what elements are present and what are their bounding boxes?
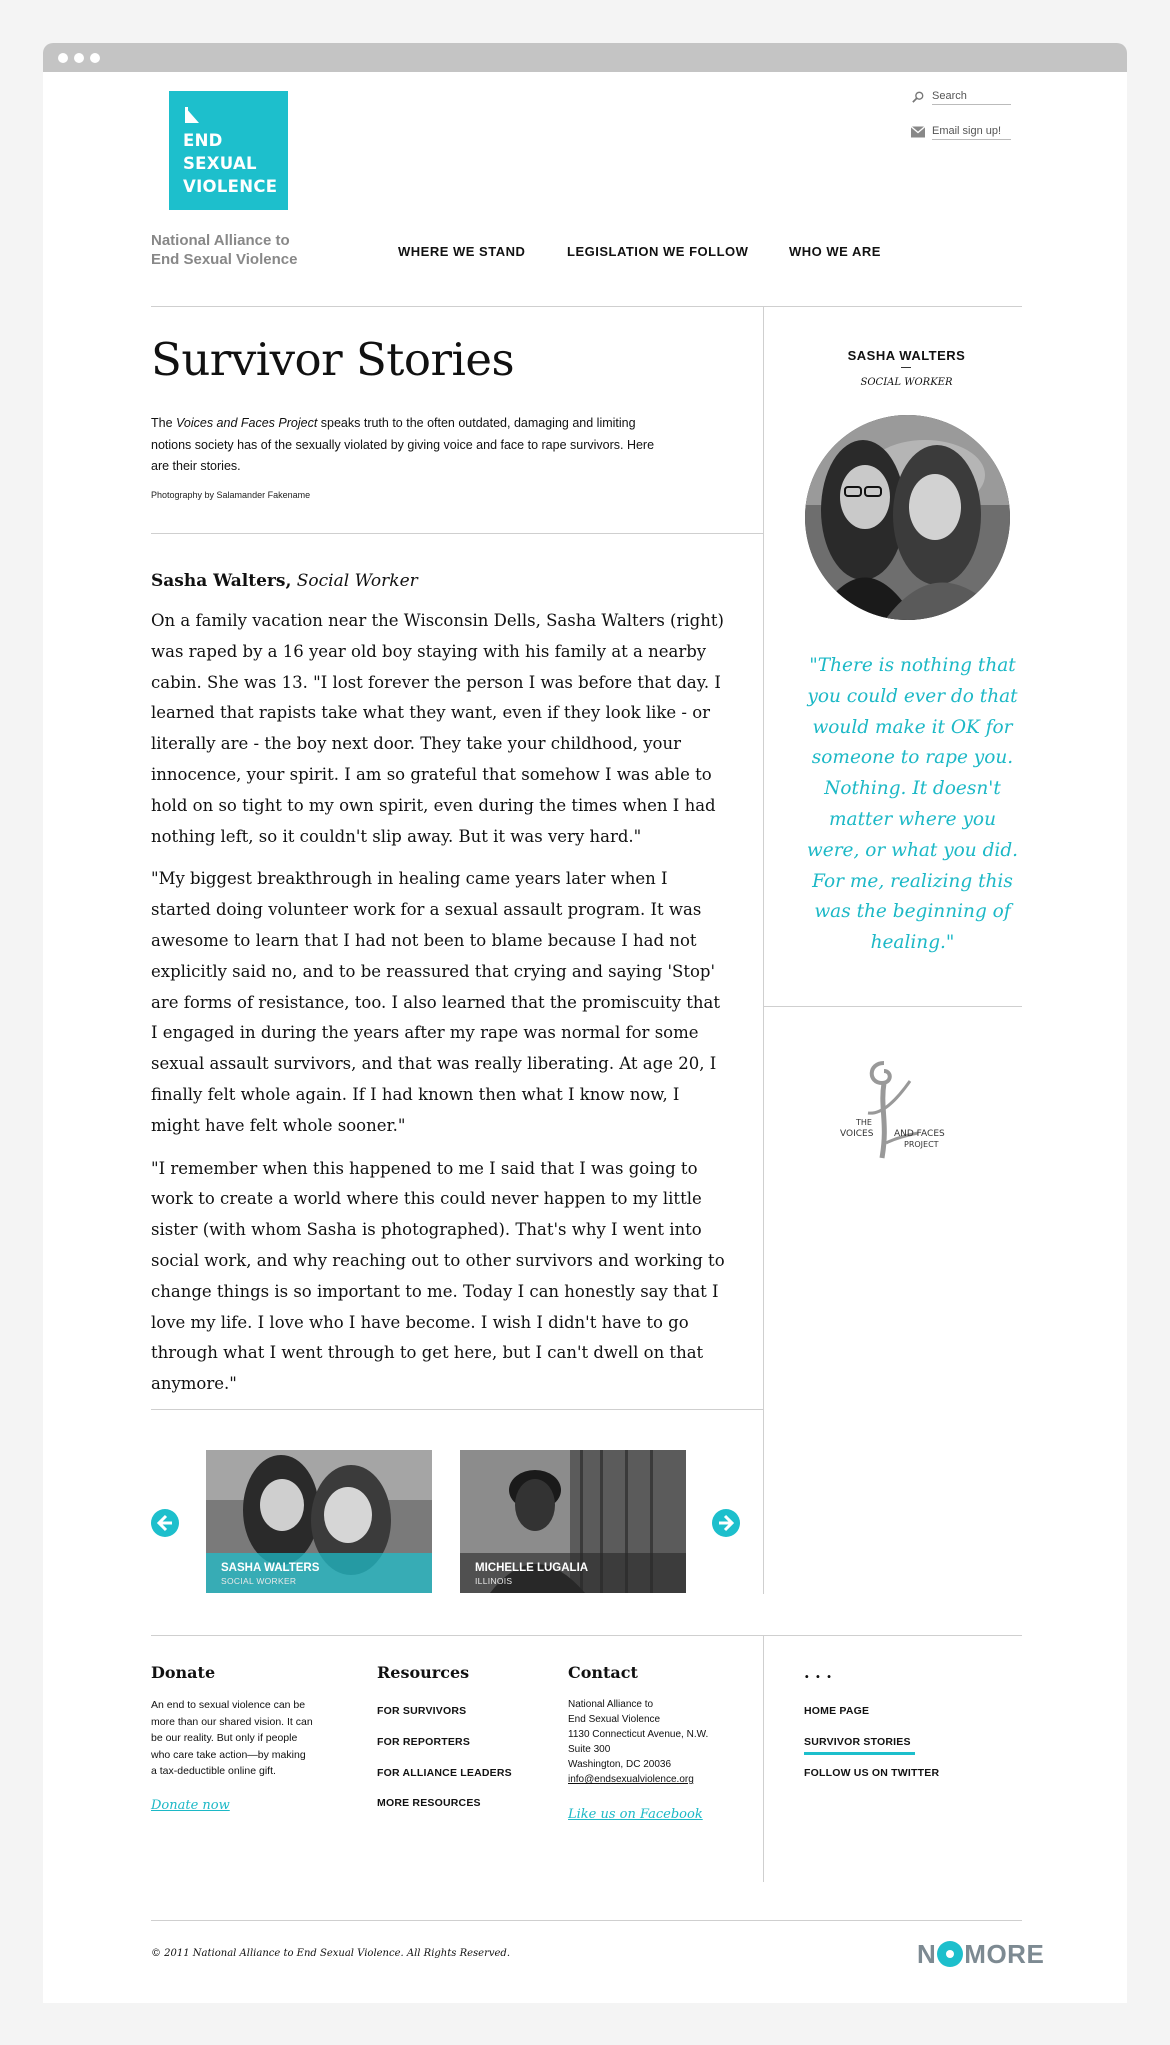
link-home-page[interactable]: HOME PAGE	[804, 1705, 870, 1717]
browser-window	[43, 43, 1127, 2003]
card-subtitle: SOCIAL WORKER	[221, 1576, 297, 1586]
story-divider	[151, 1409, 763, 1410]
header-divider	[151, 306, 1022, 307]
no-more-word: MORE	[964, 1939, 1045, 1969]
address-line: 1130 Connecticut Avenue, N.W.	[568, 1729, 709, 1740]
pull-quote: "There is nothing that you could ever do that would make it OK for someone to rape you. Nothing. It doesn't matter where you were, or what you did. For me, realizing this was the beginning of healing."	[806, 655, 1019, 954]
footer-donate-text	[151, 1697, 313, 1780]
voices-and-faces-icon	[838, 1053, 978, 1173]
link-survivor-stories[interactable]: SURVIVOR STORIES	[804, 1736, 911, 1748]
logo-wordmark	[183, 129, 277, 198]
story-heading	[151, 571, 418, 591]
window-dot-icon[interactable]	[90, 53, 100, 63]
window-titlebar	[43, 43, 1127, 72]
donate-now-link[interactable]: Donate now	[151, 1798, 230, 1813]
story-body	[151, 606, 726, 1412]
vfp-logo-text: PROJECT	[904, 1140, 939, 1149]
link-more-resources[interactable]: MORE RESOURCES	[377, 1797, 481, 1809]
donate-text-line: more than our shared vision. It can	[151, 1715, 313, 1728]
intro-rest: speaks truth to the often outdated, damaging and limiting notions society has of the sexually violated by giving voice and face to rape survivors. Here are their stories.	[151, 416, 655, 473]
sidebar-person-role: SOCIAL WORKER	[860, 377, 953, 388]
org-name	[151, 231, 297, 269]
footer-contact-address	[568, 1697, 708, 1787]
carousel-next-button[interactable]	[712, 1509, 740, 1537]
active-link-underline	[804, 1752, 915, 1755]
link-follow-twitter[interactable]: FOLLOW US ON TWITTER	[804, 1767, 940, 1779]
footer-more-heading: . . .	[804, 1663, 832, 1682]
intro-text	[151, 413, 671, 478]
voices-and-faces-logo[interactable]	[838, 1053, 978, 1173]
nav-who-we-are[interactable]: WHO WE ARE	[789, 244, 881, 259]
footer-divider	[151, 1635, 1022, 1636]
no-more-letter: N	[917, 1939, 937, 1969]
logo-line: VIOLENCE	[183, 177, 278, 196]
arrow-right-icon	[712, 1509, 740, 1537]
story-paragraph: "I remember when this happened to me I said that I was going to work to create a world where this could never happen to my little sister (with whom Sasha is photographed). That's why I went into social work, and why reaching out to other survivors and working to change things is so important to me. Today I can honestly say that I love my life. I love who I have become. I wish I didn't have to go through what I went through to get here, but I can't dwell on that anymore."	[151, 1158, 725, 1394]
story-paragraph: "My biggest breakthrough in healing came years later when I started doing volunteer work for a sexual assault program. It was awesome to learn that I had not been to blame because I had not explicitly said no, and to be reassured that crying and saying 'Stop' are forms of resistance, too. I also learned that the promiscuity that I engaged in during the years after my rape was normal for some sexual assault survivors, and that was really liberating. At age 20, I finally felt whole again. If I had known then what I know now, I might have felt whole sooner."	[151, 869, 721, 1135]
intro-project-name: Voices and Faces Project	[176, 416, 318, 430]
org-name-line: National Alliance to	[151, 232, 290, 249]
donate-text-line: An end to sexual violence can be	[151, 1699, 306, 1711]
vfp-logo-text: THE	[856, 1118, 872, 1127]
vfp-logo-text: VOICES	[840, 1129, 874, 1139]
donate-text-line: be our reality. But only if people	[151, 1732, 298, 1744]
nav-where-we-stand[interactable]: WHERE WE STAND	[398, 244, 526, 259]
no-more-circle-icon	[937, 1941, 963, 1967]
carousel-card[interactable]	[460, 1450, 686, 1593]
footer-column-divider	[763, 1635, 764, 1882]
donate-text-line: who care take action—by making	[151, 1748, 306, 1761]
address-line: End Sexual Violence	[568, 1714, 661, 1725]
org-name-line: End Sexual Violence	[151, 251, 298, 268]
footer-resources-heading: Resources	[377, 1663, 470, 1682]
link-for-alliance-leaders[interactable]: FOR ALLIANCE LEADERS	[377, 1767, 512, 1779]
footer-contact-heading: Contact	[568, 1663, 638, 1682]
nav-legislation-we-follow[interactable]: LEGISLATION WE FOLLOW	[567, 244, 749, 259]
sidebar-dash	[901, 367, 911, 368]
intro-divider	[151, 533, 763, 534]
sidebar-divider	[763, 306, 764, 1594]
logo-line: END	[183, 131, 223, 150]
window-dot-icon[interactable]	[58, 53, 68, 63]
facebook-link[interactable]: Like us on Facebook	[568, 1807, 703, 1822]
intro-prefix: The	[151, 416, 177, 430]
carousel-card[interactable]	[206, 1450, 432, 1593]
arrow-left-icon	[151, 1509, 179, 1537]
search-field[interactable]	[909, 90, 1011, 106]
vfp-logo-text: AND FACES	[894, 1129, 945, 1139]
address-line: Washington, DC 20036	[568, 1759, 672, 1770]
address-line: National Alliance to	[568, 1699, 654, 1710]
card-name: SASHA WALTERS	[221, 1562, 320, 1574]
card-name: MICHELLE LUGALIA	[475, 1562, 589, 1574]
portrait-image	[805, 415, 1010, 620]
search-input[interactable]: Search	[932, 90, 1011, 105]
story-paragraph: On a family vacation near the Wisconsin Dells, Sasha Walters (right) was raped by a 16 year old boy staying with his family at a nearby cabin. She was 13. "I lost forever the person I was before that day. I learned that rapists take what they want, even if they look like - or literally are - the boy next door. They take your childhood, your innocence, your spirit. I am so grateful that somehow I was able to hold on so tight to my own spirit, even during the times when I had nothing left, so it couldn't slip away. But it was very hard."	[151, 611, 724, 846]
address-line: Suite 300	[568, 1744, 611, 1755]
email-signup[interactable]	[909, 125, 1011, 141]
donate-text-line: a tax-deductible online gift.	[151, 1765, 276, 1777]
story-role: Social Worker	[296, 571, 418, 591]
contact-email-link[interactable]: info@endsexualviolence.org	[568, 1774, 694, 1785]
search-icon	[911, 91, 925, 103]
story-name: Sasha Walters,	[151, 571, 292, 591]
site-logo[interactable]	[169, 91, 288, 210]
sidebar-quote-divider	[764, 1006, 1022, 1007]
card-subtitle: ILLINOIS	[475, 1576, 513, 1586]
carousel-prev-button[interactable]	[151, 1509, 179, 1537]
footer-donate-heading: Donate	[151, 1663, 216, 1682]
copyright-text: © 2011 National Alliance to End Sexual Violence. All Rights Reserved.	[151, 1948, 510, 1959]
email-signup-link[interactable]: Email sign up!	[932, 125, 1011, 140]
mail-icon	[911, 126, 925, 138]
link-for-reporters[interactable]: FOR REPORTERS	[377, 1736, 471, 1748]
logo-line: SEXUAL	[183, 154, 257, 173]
copyright-divider	[151, 1920, 1022, 1921]
portrait-photo	[805, 415, 1010, 620]
no-more-logo[interactable]	[917, 1939, 1044, 1970]
sidebar-person-name: SASHA WALTERS	[847, 348, 966, 363]
page-title: Survivor Stories	[151, 333, 515, 386]
card-caption	[206, 1553, 432, 1593]
card-caption	[460, 1553, 686, 1593]
link-for-survivors[interactable]: FOR SURVIVORS	[377, 1705, 467, 1717]
flag-icon	[185, 107, 199, 123]
window-dot-icon[interactable]	[74, 53, 84, 63]
photo-credit: Photography by Salamander Fakename	[151, 490, 311, 500]
